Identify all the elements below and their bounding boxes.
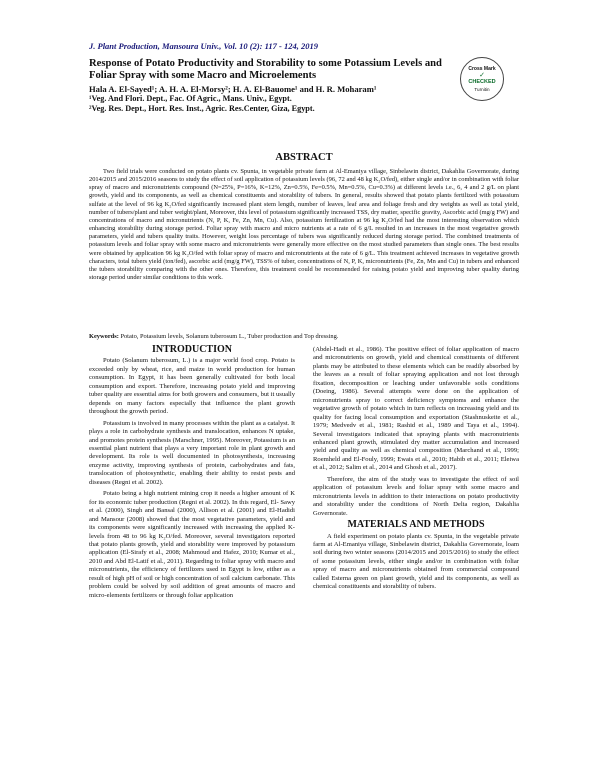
affiliation-1: ¹Veg. And Flori. Dept., Fac. Of Agric., Mans. Univ., Egypt. xyxy=(89,94,292,103)
keywords-line xyxy=(89,333,519,341)
badge-line-3: Turnitin xyxy=(474,87,490,92)
badge-line-2: CHECKED xyxy=(468,79,496,85)
methods-heading: MATERIALS AND METHODS xyxy=(347,519,485,531)
crossmark-badge[interactable] xyxy=(460,57,504,101)
right-paragraph-1: (Abdel-Hadi et al., 1986). The positive effect of foliar application of macro and micronutrients on growth, yield and chemical constituents of different plants may be attributed to these elements which can be readily absorbed by the leaves as a result of foliar spraying application and not lost through fixation, decomposition or leaching under unfavorable soils conditions (Doeing, 1986). Several attempts were done on the application of micronutrients spray to correct deficiency symptoms and enhance the vegetative growth of potato which in turn reflects on increasing yield and its quality for facing local consumption and exportation (Stashnuskeite et al., 1979; Medvedv et al., 1981; Rashid et al., 1989 and Taya et al., 1994). Several investigators indicated that spraying plants with macronutrients enhanced plant growth, stimulated dry matter accumulation and increased yield and quality as well as chemical composition (Marchand et al., 1999; Roemheld and El-Fouly, 1999; Ewais et al., 2010; Habib et al., 2011; Eleiwa et al., 2012; Salim et al., 2014 and Ghosh et al., 2017). xyxy=(313,346,519,472)
methods-paragraph-1: A field experiment on potato plants cv. Spunta, in the vegetable private farm at Al-Emaniya village, Sinbelawin district, Dakahlia Governorate, loam soil during two winter seasons (2014/2015 and 2015/2016) to study the effect of some potassium levels, either single and/or in combination with foliar spray of macro and micronutrients obtained from commercial compound called Esterna green on plant growth, yield and its components, as well as chemical constituents and storability of tubers. xyxy=(313,532,519,591)
abstract-text: Two field trials were conducted on potato plants cv. Spunta, in vegetable private farm at Al-Emaniya village, Sinbelawin district, Dakahlia Governorate, during 2014/2015 and 2015/2016 seasons to study the effect of soil application of potassium levels (96, 72 and 48 kg K₂O/fed), either single and/or in combination with foliar spray of macro and micronutrients compound (N=25%, P=16%, K=12%, Zn=0.5%, Fe=0.5%, Mn=0.5%, Cu=0.3%) at different levels i.e., 6, 4 and 2 g/L on plant growth, yield and its components, as well as chemical constituents and storability of tubers. In general, results showed that potato plants fertilized with potassium sulfate at the level of 96 kg K₂O/fed significantly increased plant stem length, number of leaves, leaf area and foliage fresh and dry weights as well as total yield, number of tubers/plant and tuber weight/plant, Moreover, this level of potassium significantly increased TSS, dry matter, specific gravity, Ascorbic acid (mg/g FW) and concentrations of macro and micronutrients (N, P, K, Fe, Zn, Mn, Cu). Also, potassium fertilization at 96 kg K₂O/fed had the most interesting observation which enhancing storability during storage period. Foliar spray with macro and micro nutrients at a rate of 6 g/L resulted in an increases in the most vegetative growth parameters, yield and tubers quality traits. However, weight loss percentage of tubers was significantly reduced during storage period. The combined treatments of potassium levels and foliar spray with some macro and micronutrients were generally more effective on the most studied parameters than single ones. The best results were obtained by application 96 kg K₂O/fed with foliar spray of macro and micronutrients at the rate of 6 g/L. This treatment achieved increases in vegetative growth characters, total tubers yield (ton/fed), ascorbic acid (mg/g FW), TSS% of tuber, concentrations of N, P, K, micronutrients (Fe, Zn, Mn and Cu) in tubers and enhanced the tubers storability comparing with the other ones. Therefore, this treatment could be recommended for raising potato yield and improving tuber quality during storage period under similar conditions to this work. xyxy=(89,168,519,282)
intro-paragraph-2: Potassium is involved in many processes within the plant as a catalyst. It plays a role in carbohydrate synthesis and translocation, enhances N uptake, and promotes protein synthesis (Marschner, 1995). Moreover, Potassium is an essential plant nutrient that plays a very important role in plant growth and development. Its role is well documented in photosynthesis, increasing enzyme activity, improving synthesis of protein, carbohydrates and fats, translocation of photosynthetic, enabling their ability to resist pests and diseases (Regni et al. 2002). xyxy=(89,419,295,486)
journal-citation: J. Plant Production, Mansoura Univ., Vol. 10 (2): 117 - 124, 2019 xyxy=(89,41,318,51)
badge-line-1: Cross Mark xyxy=(468,66,496,72)
intro-paragraph-1: Potato (Solanum tuberosum, L.) is a major world food crop. Potato is exceeded only by wheat, rice, and maize in world production for human consumption. In Egypt, it has been generally cultivated for both local consumption and export. Therefore, increasing potato yield and improving tuber quality are essential aims for both growers and consumers, but it usually depends on many factors especially that influence the plant growth throughout the growth period. xyxy=(89,357,296,416)
left-column xyxy=(89,346,295,603)
keywords-text: Potato, Potassium levels, Solanum tuberosum L., Tuber production and Top dressing. xyxy=(120,333,339,340)
keywords-label: Keywords: xyxy=(89,333,119,340)
author-list: Hala A. El-Sayed¹; A. H. A. El-Morsy²; H. A. El-Bauome¹ and H. R. Moharam¹ xyxy=(89,84,377,94)
paper-title: Response of Potato Productivity and Storability to some Potassium Levels and Foliar Spray with some Macro and Microelements xyxy=(89,58,442,81)
intro-paragraph-3: Potato being a high nutrient mining crop it needs a higher amount of K for its economic tuber production (Regni et al. 2002). In this regard, El- Sawy et al. (2000), Singh and Bansal (2000), Allison et al. (2001) and El-Hadidi and Mansour (2008) showed that the most vegetative parameters, yield and its components were significantly increased with increasing the applied K-levels from 48 to 96 kg K₂O/fed. Moreover, several investigators reported that potato plants growth, yield and storability were improved by potassium application (El-Sirafy et al., 2008; Mahmoud and Hafez, 2010; Kumar et al., 2010 and Abd El-Latif et al., 2011). Regarding to foliar spray with macro and micronutrients, the efficiency of fertilizers used in Egypt is low, either as a result of high pH of soil or high concentration of soil calcium carbonate. This problem could be solved by soil addition of great amounts of macro and micro-elements fertilizers or through foliar application xyxy=(89,490,295,599)
right-column xyxy=(313,346,519,595)
affiliation-2: ²Veg. Res. Dept., Hort. Res. Inst., Agric. Res.Center, Giza, Egypt. xyxy=(89,104,315,113)
introduction-heading: INTRODUCTION xyxy=(151,344,232,355)
paper-header xyxy=(89,58,469,114)
crossmark-icon: ✓ xyxy=(479,72,485,79)
abstract-heading: ABSTRACT xyxy=(275,152,333,163)
right-paragraph-2: Therefore, the aim of the study was to investigate the effect of soil application of potassium levels and foliar spray with some macro and micronutrients levels in addition to their interactions on potato productivity and storability under the conditions of North Delta region, Dakahlia Governorate. xyxy=(313,475,519,517)
